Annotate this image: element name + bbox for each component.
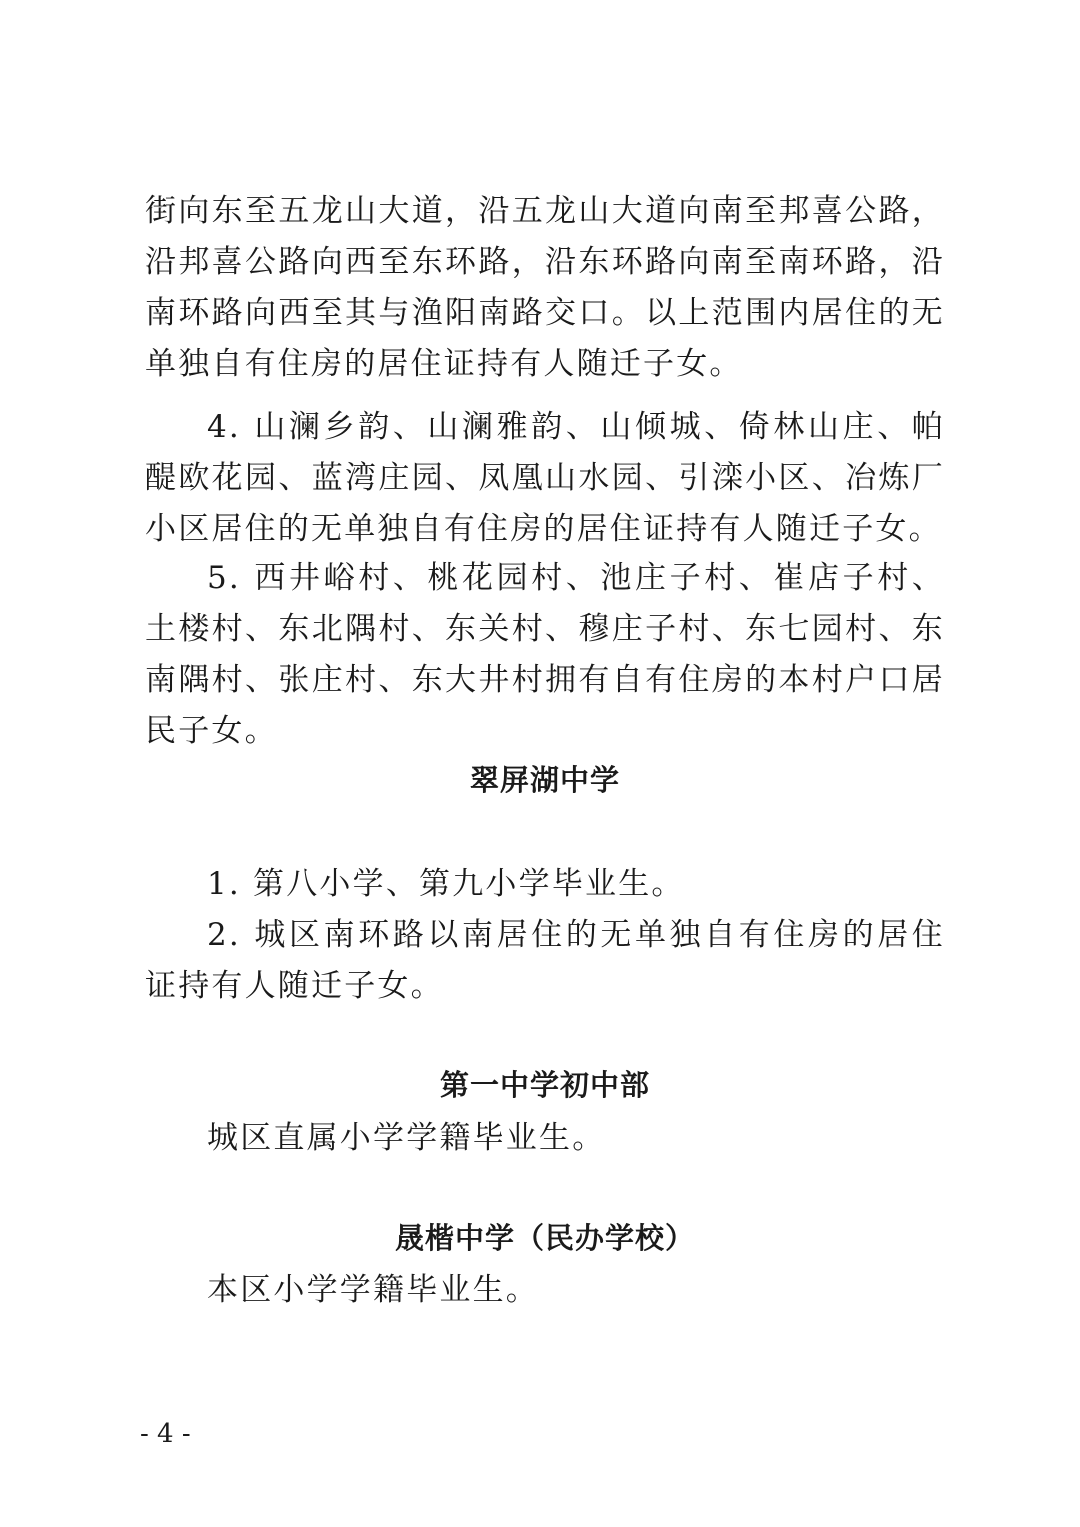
- section-heading-shengkai: 晟楷中学（民办学校）: [394, 1221, 695, 1255]
- cuipinghu-item-1: 1. 第八小学、第九小学毕业生。: [207, 866, 685, 902]
- diyi-body: 城区直属小学学籍毕业生。: [207, 1120, 606, 1156]
- cuipinghu-item-2: 2. 城区南环路以南居住的无单独自有住房的居住证持有人随迁子女。: [145, 917, 945, 1004]
- section-heading-diyi: 第一中学初中部: [439, 1068, 650, 1102]
- shengkai-body: 本区小学学籍毕业生。: [207, 1272, 539, 1308]
- section-heading-cuipinghu: 翠屏湖中学: [469, 763, 620, 797]
- paragraph-boundary-continuation: 街向东至五龙山大道，沿五龙山大道向南至邦喜公路，沿邦喜公路向西至东环路，沿东环路向南至南环路，沿南环路向西至其与渔阳南路交口。以上范围内居住的无单独自有住房的居住证持有人随迁子女。: [145, 193, 945, 382]
- paragraph-item-4: 4. 山澜乡韵、山澜雅韵、山倾城、倚林山庄、帕醍欧花园、蓝湾庄园、凤凰山水园、引滦小区、冶炼厂小区居住的无单独自有住房的居住证持有人随迁子女。: [145, 409, 945, 547]
- page-number: - 4 -: [140, 1419, 191, 1449]
- paragraph-item-5: 5. 西井峪村、桃花园村、池庄子村、崔店子村、土楼村、东北隅村、东关村、穆庄子村、东七园村、东南隅村、张庄村、东大井村拥有自有住房的本村户口居民子女。: [145, 560, 945, 749]
